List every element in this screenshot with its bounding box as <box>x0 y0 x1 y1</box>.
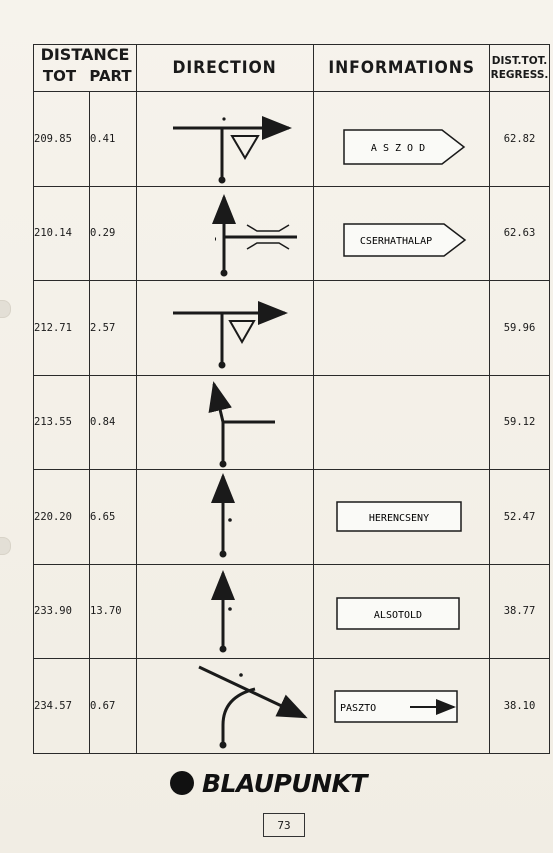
place-name-board <box>314 470 489 563</box>
direction-cell <box>137 281 314 376</box>
sign-label: PASZTO <box>340 703 377 715</box>
table-row <box>34 281 550 376</box>
sign-label: ALSOTOLD <box>373 609 423 621</box>
direction-sign <box>314 92 489 185</box>
tot-cell: 220.20 <box>34 470 90 565</box>
part-label: PART <box>89 67 132 85</box>
regress-cell: 52.47 <box>490 470 550 565</box>
info-cell <box>314 659 490 754</box>
brand-name: BLAUPUNKT <box>202 768 367 798</box>
regress-label: REGRESS. <box>490 69 549 81</box>
roadbook-table <box>33 44 550 754</box>
regress-cell: 59.96 <box>490 281 550 376</box>
part-cell: 0.29 <box>90 186 137 281</box>
informations-label: INFORMATIONS <box>328 58 475 78</box>
part-cell: 0.84 <box>90 375 137 470</box>
sign-label: HERENCSENY <box>368 513 430 525</box>
informations-header <box>314 45 490 92</box>
table-row <box>34 186 550 281</box>
part-cell: 0.67 <box>90 659 137 754</box>
info-cell-empty <box>314 281 490 376</box>
logo-dot-icon <box>170 771 194 795</box>
sign-label: CSERHATHALAP <box>359 235 433 247</box>
place-name-board <box>314 565 489 658</box>
table-row <box>34 470 550 565</box>
binder-hole <box>0 300 11 318</box>
tot-cell: 234.57 <box>34 659 90 754</box>
direction-cell <box>137 186 314 281</box>
table-row <box>34 92 550 187</box>
page-number: 73 <box>263 813 305 837</box>
direction-board <box>314 659 489 752</box>
brand-logo <box>170 768 405 798</box>
part-cell: 2.57 <box>90 281 137 376</box>
header-row <box>34 45 550 92</box>
regress-cell: 62.82 <box>490 92 550 187</box>
tot-cell: 212.71 <box>34 281 90 376</box>
regress-cell: 62.63 <box>490 186 550 281</box>
dist-tot-label: DIST.TOT. <box>491 55 548 67</box>
info-cell <box>314 564 490 659</box>
part-cell: 6.65 <box>90 470 137 565</box>
distance-label: DISTANCE <box>40 45 130 64</box>
direction-cell <box>137 564 314 659</box>
sign-label: A S Z O D <box>370 143 426 155</box>
tot-cell: 209.85 <box>34 92 90 187</box>
direction-cell <box>137 470 314 565</box>
info-cell <box>314 92 490 187</box>
tot-cell: 213.55 <box>34 375 90 470</box>
tulip-diagram-straight <box>137 565 313 658</box>
tulip-diagram-straight <box>137 470 313 563</box>
direction-label: DIRECTION <box>172 58 278 78</box>
table-row <box>34 659 550 754</box>
tot-cell: 233.90 <box>34 564 90 659</box>
regress-cell: 38.77 <box>490 564 550 659</box>
direction-header <box>137 45 314 92</box>
table-row <box>34 375 550 470</box>
direction-cell <box>137 375 314 470</box>
tulip-diagram-right-turn-yield <box>137 92 313 185</box>
table-row <box>34 564 550 659</box>
info-cell <box>314 186 490 281</box>
part-cell: 0.41 <box>90 92 137 187</box>
tot-cell: 210.14 <box>34 186 90 281</box>
tulip-diagram-fork-left <box>137 376 313 469</box>
info-cell-empty <box>314 375 490 470</box>
tulip-diagram-right-turn-yield <box>137 281 313 374</box>
tulip-diagram-bear-right <box>137 659 313 752</box>
direction-cell <box>137 659 314 754</box>
distance-header <box>34 45 137 92</box>
direction-sign <box>314 187 489 280</box>
part-cell: 13.70 <box>90 564 137 659</box>
regress-cell: 38.10 <box>490 659 550 754</box>
binder-hole <box>0 537 11 555</box>
info-cell <box>314 470 490 565</box>
tulip-diagram-straight-bridge <box>137 187 313 280</box>
regress-header <box>490 45 550 92</box>
direction-cell <box>137 92 314 187</box>
tot-label: TOT <box>42 67 77 85</box>
regress-cell: 59.12 <box>490 375 550 470</box>
